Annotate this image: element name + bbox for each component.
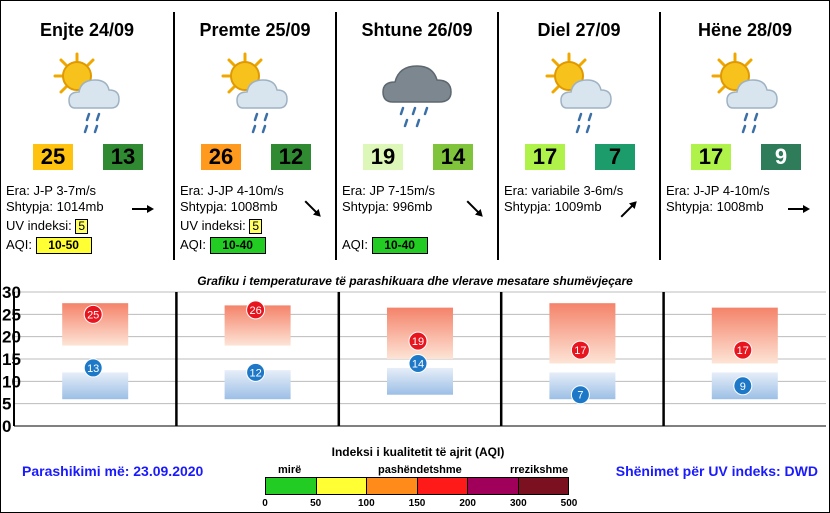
day-column: [174, 0, 336, 268]
day-column: [0, 0, 174, 268]
uv-index-label: UV indeksi:: [6, 218, 72, 233]
uv-source-note: Shënimet për UV indeks: DWD: [615, 463, 818, 479]
sun-cloud-rain-icon: [47, 52, 127, 142]
forecast-min-label: 12: [249, 367, 262, 380]
aqi-legend-title: Indeksi i kualitetit të ajrit (AQI): [331, 445, 505, 459]
wind-info: Era: J-P 3-7m/s: [6, 183, 97, 198]
day-column: [498, 0, 660, 268]
min-temperature: 7: [595, 144, 635, 170]
column-separator: [659, 12, 661, 260]
aqi-row: [180, 237, 284, 254]
min-temperature: 13: [103, 144, 143, 170]
min-temperature: 14: [433, 144, 473, 170]
forecast-min-label: 14: [411, 358, 425, 371]
aqi-value: 10-40: [372, 237, 428, 254]
temperature-chart: [0, 286, 830, 446]
column-separator: [335, 12, 337, 260]
y-tick-label: 10: [2, 372, 21, 392]
column-separator: [173, 12, 175, 260]
aqi-tick-label: 50: [310, 498, 322, 509]
day-title: Hëne 28/09: [697, 20, 793, 40]
forecast-max-label: 26: [249, 304, 262, 317]
sun-cloud-rain-icon: [539, 52, 619, 142]
pressure-info: Shtypja: 996mb: [342, 199, 433, 214]
forecast-min-label: 9: [739, 380, 746, 393]
wind-info: Era: J-JP 4-10m/s: [666, 183, 770, 198]
wind-direction-arrow-icon: [300, 200, 326, 218]
forecast-max-label: 17: [574, 345, 587, 358]
pressure-info: Shtypja: 1009mb: [504, 199, 602, 214]
aqi-color-segment: [317, 478, 368, 494]
column-separator: [497, 12, 499, 260]
min-temperature: 9: [761, 144, 801, 170]
aqi-label: AQI:: [6, 237, 33, 252]
pressure-info: Shtypja: 1008mb: [180, 199, 278, 214]
y-tick-label: 25: [2, 305, 21, 325]
uv-index-value: 5: [75, 219, 88, 234]
day-column: [336, 0, 498, 268]
forecast-max-label: 25: [87, 309, 100, 322]
day-column: [660, 0, 830, 268]
uv-index-row: [6, 218, 104, 234]
max-temperature: 19: [363, 144, 403, 170]
uv-index-value: 5: [249, 219, 262, 234]
wind-direction-arrow-icon: [462, 200, 488, 218]
day-title: Diel 27/09: [537, 20, 621, 40]
aqi-color-segment: [519, 478, 569, 494]
wind-info: Era: variabile 3-6m/s: [504, 183, 624, 198]
y-tick-label: 15: [2, 350, 21, 369]
wind-info: Era: J-JP 4-10m/s: [180, 183, 284, 198]
y-tick-label: 0: [2, 417, 12, 436]
aqi-row: [342, 237, 435, 254]
aqi-category-unhealthy: pashëndetshme: [378, 464, 462, 476]
aqi-tick-label: 500: [560, 498, 578, 509]
aqi-color-scale: [265, 477, 569, 495]
sun-cloud-rain-icon: [705, 52, 785, 142]
max-temperature: 17: [691, 144, 731, 170]
forecast-min-label: 13: [87, 362, 100, 375]
forecast-max-label: 19: [411, 336, 425, 349]
day-title: Shtune 26/09: [361, 20, 473, 40]
aqi-value: 10-40: [210, 237, 266, 254]
forecast-date: Parashikimi më: 23.09.2020: [22, 463, 204, 479]
y-tick-label: 20: [2, 327, 21, 347]
cloud-rain-icon: [377, 52, 457, 142]
aqi-color-segment: [468, 478, 519, 494]
chart-title: Grafiku i temperaturave të parashikuara dhe vlerave mesatare shumëvjeçare: [197, 274, 633, 288]
aqi-category-good: mirë: [278, 464, 302, 476]
wind-info: Era: JP 7-15m/s: [342, 183, 435, 198]
max-temperature: 26: [201, 144, 241, 170]
y-tick-label: 30: [2, 286, 21, 302]
wind-direction-arrow-icon: [130, 200, 156, 218]
aqi-category-hazardous: rrezikshme: [510, 464, 569, 476]
uv-index-label: UV indeksi:: [180, 218, 246, 233]
wind-direction-arrow-icon: [786, 200, 812, 218]
aqi-tick-label: 300: [509, 498, 527, 509]
wind-direction-arrow-icon: [616, 200, 642, 218]
pressure-info: Shtypja: 1008mb: [666, 199, 764, 214]
day-title: Premte 25/09: [199, 20, 311, 40]
aqi-color-segment: [367, 478, 418, 494]
aqi-tick-label: 100: [357, 498, 375, 509]
uv-index-row: [180, 218, 284, 234]
aqi-tick-label: 150: [408, 498, 426, 509]
aqi-label: AQI:: [342, 237, 369, 252]
forecast-min-label: 7: [577, 389, 584, 402]
aqi-color-segment: [266, 478, 317, 494]
aqi-value: 10-50: [36, 237, 92, 254]
aqi-row: [6, 237, 104, 254]
pressure-info: Shtypja: 1014mb: [6, 199, 104, 214]
max-temperature: 25: [33, 144, 73, 170]
forecast-max-label: 17: [736, 345, 749, 358]
max-temperature: 17: [525, 144, 565, 170]
aqi-label: AQI:: [180, 237, 207, 252]
aqi-tick-label: 0: [262, 498, 268, 509]
y-tick-label: 5: [2, 394, 12, 414]
aqi-tick-label: 200: [459, 498, 476, 509]
sun-cloud-rain-icon: [215, 52, 295, 142]
min-temperature: 12: [271, 144, 311, 170]
day-title: Enjte 24/09: [39, 20, 135, 40]
aqi-color-segment: [418, 478, 469, 494]
